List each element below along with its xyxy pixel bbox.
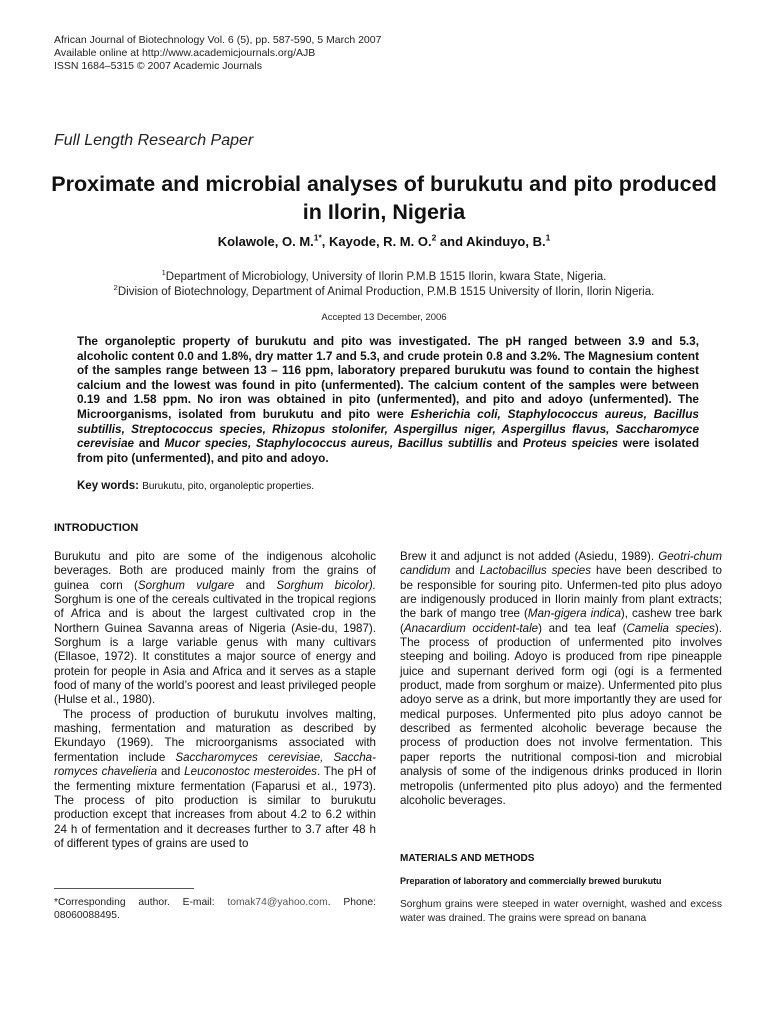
author-name: Akinduyo, B. bbox=[466, 234, 546, 249]
author-separator: and bbox=[436, 234, 467, 249]
species-name: Sorghum vulgare bbox=[137, 578, 235, 592]
author-name: Kayode, R. M. O. bbox=[329, 234, 432, 249]
journal-citation: African Journal of Biotechnology Vol. 6 (5), pp. 587-590, 5 March 2007 bbox=[54, 34, 382, 46]
affiliation-mark: 1 bbox=[161, 268, 166, 278]
author-affiliation-mark: 2 bbox=[431, 232, 437, 243]
intro-column-right bbox=[400, 550, 722, 808]
methods-subheading: Preparation of laboratory and commercially brewed burukutu bbox=[400, 876, 662, 886]
species-name: Lactobacillus species bbox=[479, 564, 592, 578]
keywords bbox=[77, 480, 699, 492]
body-text: Sorghum is one of the cereals cultivated in the tropical regions of Africa and is about the largest cultivated crop in the Northern Guinea Savanna areas of Nigeria (Asie-du, 1987). Sorghum is a large variable genus with many cultivars (Ellasoe, 1972). It constitutes a major source of energy and protein for people in Asia and Africa and it serves as a staple food of many of the world’s poorest and least privileged people (Hulse et al., 1980). bbox=[54, 593, 376, 707]
species-name: Man-gigera indica bbox=[527, 607, 621, 621]
body-text: and bbox=[450, 564, 480, 578]
body-text: have been described to be responsible for souring pito. Unfermen-ted pito plus adoyo are indigenously produced in Ilorin mainly from plant extracts; the bark of mango tree ( bbox=[400, 564, 722, 621]
affiliation-line bbox=[40, 270, 728, 285]
introduction-heading: INTRODUCTION bbox=[54, 522, 139, 534]
footnote-text: . Phone: 08060088495. bbox=[54, 897, 376, 921]
affiliation-text: Division of Biotechnology, Department of Animal Production, P.M.B 1515 University of Ilorin, Ilorin Nigeria. bbox=[117, 286, 655, 298]
footnote-text: *Corresponding author. E-mail: bbox=[54, 897, 228, 908]
intro-paragraph bbox=[54, 708, 376, 851]
author-list bbox=[40, 234, 728, 249]
body-text: The process of production of burukutu involves malting, mashing, fermentation and maturation as described by Ekundayo (1969). The microorganisms associated with fermentation include bbox=[54, 707, 376, 764]
body-text: ) and tea leaf ( bbox=[538, 621, 627, 635]
abstract-text: and bbox=[492, 436, 523, 451]
affiliation-line bbox=[40, 285, 728, 300]
body-text: Brew it and adjunct is not added (Asiedu, 1989). bbox=[400, 550, 659, 563]
species-name: Geotri-chum candidum bbox=[400, 550, 722, 578]
keywords-value: Burukutu, pito, organoleptic properties. bbox=[142, 481, 314, 492]
author-separator: , bbox=[321, 234, 329, 249]
abstract-organisms: Esherichia coli, Staphylococcus aureus, Bacillus subtillis, Streptococcus species, Rhizopus stolonifer, Aspergillus niger, Aspergillus flavus, Saccharomyce cerevisiae bbox=[77, 406, 699, 451]
abstract-organisms: Proteus speicies bbox=[522, 436, 619, 451]
keywords-label: Key words: bbox=[77, 480, 139, 492]
species-name: Leuconostoc mesteroides bbox=[184, 765, 317, 779]
journal-issn: ISSN 1684–5315 © 2007 Academic Journals bbox=[54, 60, 262, 72]
author-name: Kolawole, O. M. bbox=[217, 234, 314, 249]
body-text: . The pH of the fermenting mixture fermentation (Faparusi et al., 1973). The process of pito production is similar to burukutu production except that increases from about 4.2 to 6.2 within 24 h of fermentation and it decreases further to 3.7 after 48 h of different types of grains are used to bbox=[54, 765, 376, 850]
accepted-date: Accepted 13 December, 2006 bbox=[321, 312, 447, 323]
intro-column-left bbox=[54, 550, 376, 851]
species-name: Saccharomyces cerevisiae, Saccha-romyces chavelieria bbox=[54, 750, 376, 779]
paper-title: Proximate and microbial analyses of burukutu and pito produced in Ilorin, Nigeria bbox=[51, 172, 717, 224]
abstract-text: The organoleptic property of burukutu and pito was investigated. The pH ranged between 3.9 and 5.3, alcoholic content 0.0 and 1.8%, dry matter 1.7 and 5.3, and crude protein 0.8 and 3.2%. The Magnesium content of the samples range between 13 – 116 ppm, laboratory prepared burukutu was found to contain the highest calcium and the lowest was found in pito (unfermented). The calcium content of the samples were between 0.19 and 1.58 ppm. No iron was obtained in pito (unfermented), and pito and adoyo (unfermented). The Microorganisms, isolated from burukutu and pito were bbox=[77, 334, 699, 421]
footnote-divider bbox=[54, 888, 194, 889]
abstract bbox=[77, 334, 699, 465]
body-text: ), cashew tree bark ( bbox=[400, 607, 723, 635]
paper-type: Full Length Research Paper bbox=[54, 132, 254, 149]
body-text: and bbox=[234, 578, 277, 592]
body-text: ). The process of production of unfermented pito involves steeping and boiling. Adoyo is produced from ripe pineapple juice and supernant derived form ogi (ogi is a fermented product, made from sorghum or maize). Unfermented pito plus adoyo serve as a drink, but more importantly they are used for medical purposes. Unfermented pito plus adoyo cannot be described as fermented alcoholic beverage because the process of production does not involve fermentation. This paper reports the nutritional composi-tion and microbial analysis of some of the indigenous drinks produced in Ilorin metropolis (unfermented pito plus adoyo) and the fermented alcoholic beverages. bbox=[400, 621, 722, 807]
intro-paragraph bbox=[54, 550, 376, 708]
footnote bbox=[54, 897, 376, 922]
methods-heading: MATERIALS AND METHODS bbox=[400, 853, 535, 864]
methods-text: Sorghum grains were steeped in water overnight, washed and excess water was drained. The grains were spread on banana bbox=[400, 899, 722, 924]
body-text: Burukutu and pito are some of the indigenous alcoholic beverages. Both are produced mainly from the grains of guinea corn ( bbox=[54, 550, 376, 592]
affiliation-mark: 2 bbox=[113, 283, 118, 293]
intro-paragraph bbox=[400, 550, 722, 808]
abstract-text: and bbox=[134, 436, 165, 451]
abstract-organisms: Mucor species, Staphylococcus aureus, Bacillus subtillis bbox=[164, 436, 493, 451]
author-affiliation-mark: 1* bbox=[313, 232, 322, 243]
abstract-text: were isolated from pito (unfermented), and pito and adoyo. bbox=[77, 436, 700, 465]
species-name: Camelia species bbox=[626, 621, 715, 635]
body-text: and bbox=[157, 765, 185, 779]
journal-url: Available online at http://www.academicjournals.org/AJB bbox=[54, 47, 316, 59]
author-affiliation-mark: 1 bbox=[545, 232, 551, 243]
affiliations bbox=[40, 270, 728, 300]
species-name: Sorghum bicolor). bbox=[276, 578, 376, 592]
affiliation-text: Department of Microbiology, University of Ilorin P.M.B 1515 Ilorin, kwara State, Nigeria. bbox=[165, 271, 607, 283]
footnote-email[interactable]: tomak74@yahoo.com bbox=[227, 897, 328, 908]
species-name: Anacardium occident-tale bbox=[403, 621, 539, 635]
journal-header bbox=[54, 34, 381, 73]
